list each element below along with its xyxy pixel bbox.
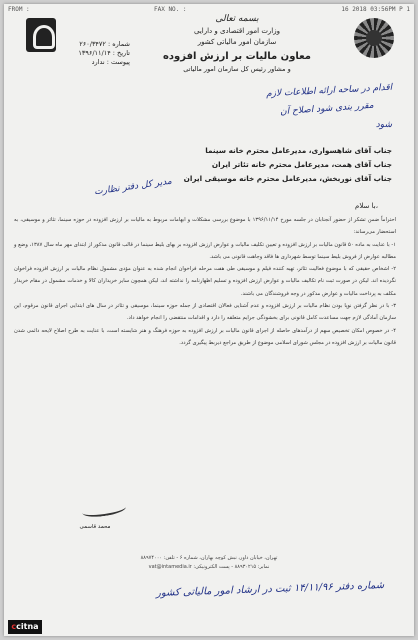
signature bbox=[78, 494, 132, 522]
fax-from: FROM : bbox=[8, 6, 30, 13]
body-paragraph: احتراماً ضمن تشکر از حضور آنجنابان در جلسه مورخ ۱۳۹۶/۱۱/۱۴ با موضوع بررسی مشکلات و ابهامات مربوط به مالیات بر ارزش افزوده در حوزه سینما، تئاتر و موسیقی، به استحضار می‌رساند: bbox=[14, 217, 396, 236]
fax-timestamp: 16 2018 03:56PM P 1 bbox=[341, 6, 410, 13]
ministry-emblem-icon bbox=[26, 18, 56, 52]
letter-footer bbox=[44, 554, 374, 572]
letterhead bbox=[152, 14, 322, 73]
handwritten-side-note: مدیر کل دفتر نظارت bbox=[93, 176, 173, 198]
tax-organization-logo-icon bbox=[354, 18, 394, 58]
deputy-title: معاون مالیات بر ارزش افزوده bbox=[162, 51, 312, 62]
body-paragraph: ۱- با عنایت به ماده ۵۰ قانون مالیات بر ارزش افزوده و تعیین تکلیف مالیات و عوارض ارزش افزوده بر بهای بلیط سینما در قالب قانون مذکور از ابتدای مهر ماه سال ۱۳۸۷، وضع و مطالبه عوارض از فروش بلیط سینما توسط شهرداری ها فاقد وجاهت قانونی می باشد. bbox=[14, 241, 396, 260]
deputy-subtitle: و مشاور رئیس کل سازمان امور مالیاتی bbox=[183, 65, 291, 73]
document-page bbox=[4, 4, 414, 636]
letter-attachment: پیوست : ندارد bbox=[91, 58, 130, 66]
ministry-name: وزارت امور اقتصادی و دارایی bbox=[193, 27, 281, 35]
addressee-1: جناب آقای شاهسواری، مدیرعامل محترم خانه سینما bbox=[205, 146, 392, 155]
letter-body bbox=[14, 214, 396, 349]
footer-address: تهران، خیابان داور، نبش کوچه بهاران، شماره ۶ - تلفن: ۸۸۹۷۴۰۰۰ bbox=[140, 555, 278, 561]
handwritten-bottom-note: شماره دفتر ۱۴/۱۱/۹۶ ثبت در ارشاد امور مالیاتی کشور bbox=[155, 580, 385, 599]
handwritten-note-3: شود bbox=[375, 120, 392, 130]
addressee-2: جناب آقای همت، مدیرعامل محترم خانه تئاتر ایران bbox=[211, 160, 392, 169]
handwritten-note-2: مقرر بندی شود اصلاح آن bbox=[280, 100, 375, 118]
footer-contact: نمابر: ۸۸۹۳۰۲۱۵ - پست الکترونیکی: vat@intamedia.ir bbox=[148, 564, 270, 570]
fax-number: FAX NO. : bbox=[154, 6, 187, 13]
signatory-name: محمد قاسمی bbox=[79, 524, 111, 530]
letter-meta bbox=[60, 40, 130, 67]
basmala: بسمه تعالی bbox=[215, 14, 259, 24]
organization-name: سازمان امور مالیاتی کشور bbox=[197, 38, 277, 46]
body-paragraph: ۲- اشخاص حقیقی که با موضوع فعالیت تئاتر، تهیه کننده فیلم و موسیقی طی هفت مرحله فراخوان انجام شده به عنوان مؤدی مشمول نظام مالیات بر ارزش افزوده فراخوان نگردیده اند. لیکن در صورت ثبت نام تکالیف مالیات و عوارض ارزش افزوده و تسلیم اظهارنامه را نداشته اند، لیکن همچون سایر خریداران کالا و خدمات مشمول در مقام خریدار مکلف به پرداخت مالیات و عوارض مذکور در وجه فروشندگان می باشند. bbox=[14, 266, 396, 297]
body-paragraph: ۳- با در نظر گرفتن نوپا بودن نظام مالیات بر ارزش افزوده و عدم آشنایی فعالان اقتصادی از جمله حوزه سینما، موسیقی و تئاتر در سال های ابتدایی اجرای قانون مرقوم، این سازمان آمادگی لازم جهت مساعدت کامل قانونی برای بخشودگی جرایم متعلقه را دارد و اقدامات منتقضی را انجام خواهد داد. bbox=[14, 303, 396, 322]
letter-number: شماره : ۲۶۰/۳۴۷۲ bbox=[79, 40, 130, 48]
addressees bbox=[92, 144, 392, 186]
addressee-3: جناب آقای نوربخش، مدیرعامل محترم خانه موسیقی ایران bbox=[183, 174, 392, 183]
body-paragraph: ۴- در خصوص امکان تخصیص سهم از درآمدهای حاصله از اجرای قانون مالیات بر ارزش افزوده به حوزه فرهنگ و هنر شایسته است، با عنایت به طرح اصلاح لایحه دائمی شدن قانون مالیات بر ارزش افزوده در مجلس شورای اسلامی موضوع از طریق مراجع ذیربط پیگیری گردد. bbox=[14, 327, 396, 346]
handwritten-note-1: اقدام در ساحه ارائه اطلاعات لازم bbox=[265, 82, 393, 100]
citna-logo: ccitna bbox=[8, 620, 42, 634]
salutation: با سلام، bbox=[355, 202, 378, 210]
letter-date: تاریخ : ۱۳۹۶/۱۱/۱۴ bbox=[78, 49, 130, 57]
